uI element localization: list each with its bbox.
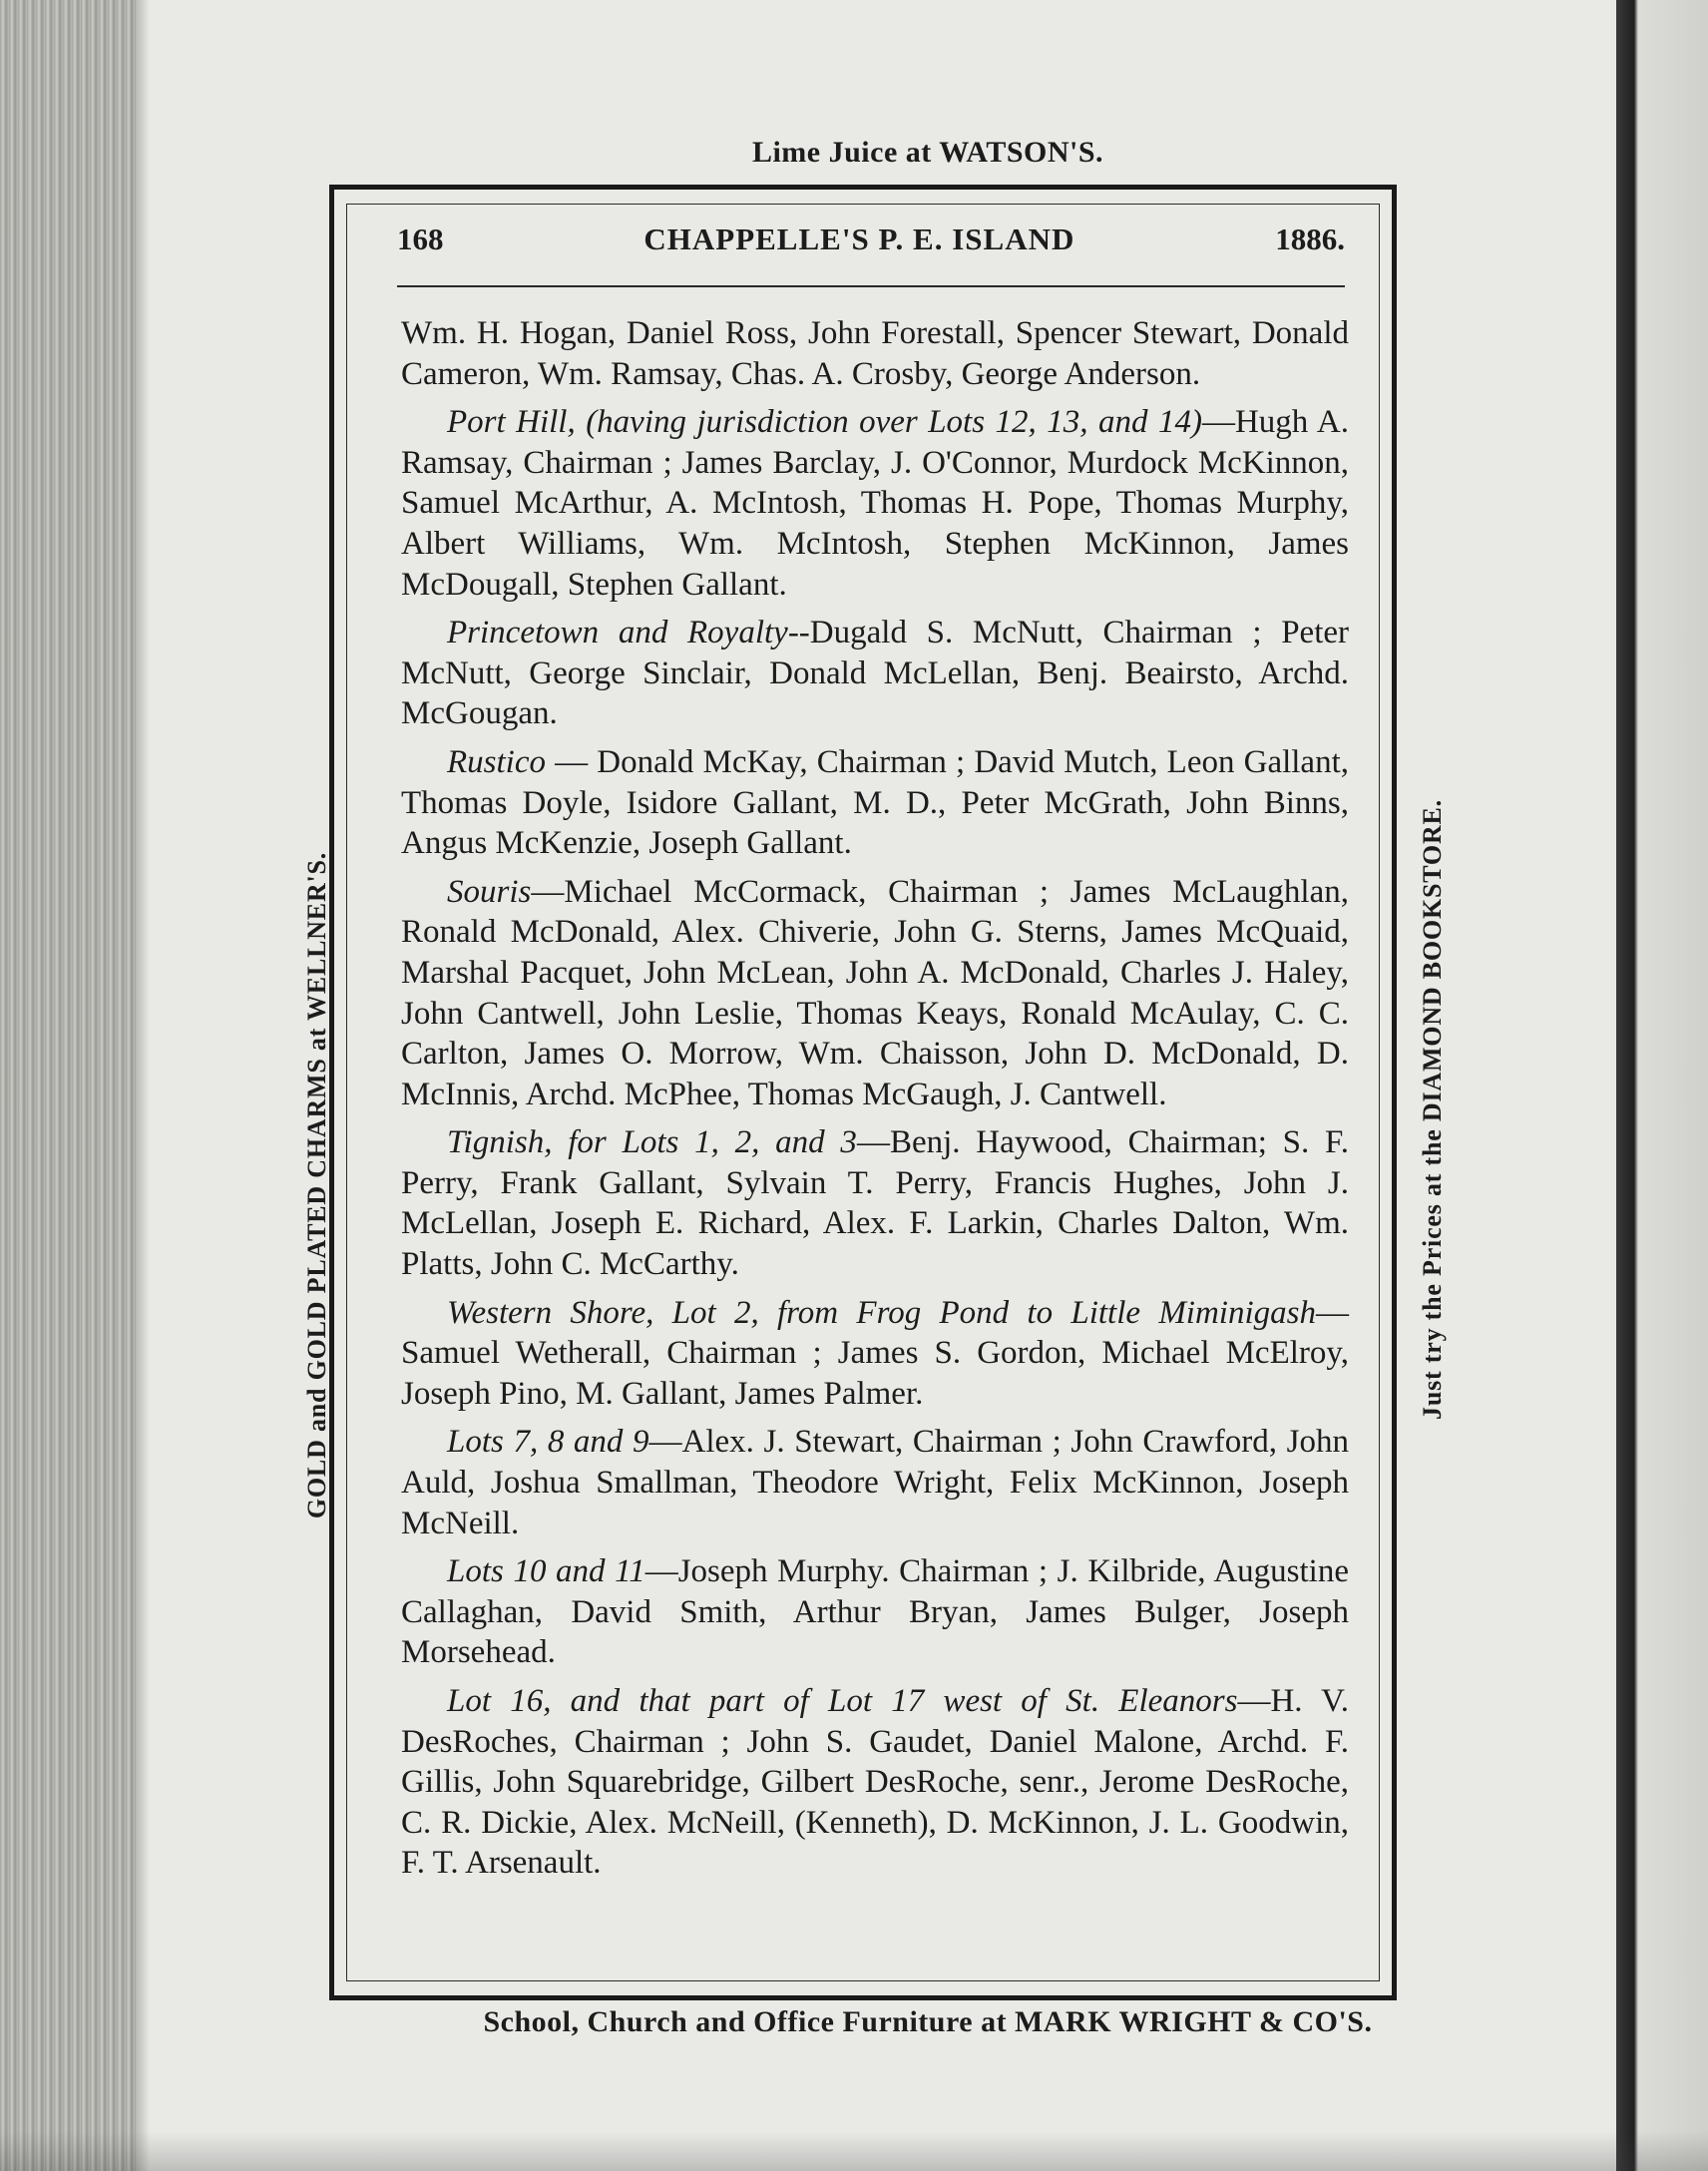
entry-separator: — [1237,1683,1271,1719]
district-name: Souris [447,873,532,910]
entry-separator: — [644,1553,678,1590]
publication-title: CHAPPELLE'S P. E. ISLAND [643,221,1075,256]
page-number: 168 [397,221,444,256]
entry-separator: — [531,873,565,910]
board-members: Samuel Wetherall, Chairman ; James S. Gordon, Michael McElroy, Joseph Pino, M. Gallant, James Palmer. [401,1335,1349,1412]
directory-content [401,313,1349,1892]
entry-separator: — [545,743,598,780]
continued-paragraph: Wm. H. Hogan, Daniel Ross, John Forestall, Spencer Stewart, Donald Cameron, Wm. Ramsay, Chas. A. Crosby, George Anderson. [401,315,1349,392]
district-name: Lot 16, and that part of Lot 17 west of St. Eleanors [447,1683,1238,1719]
board-members: Michael McCormack, Chairman ; James McLaughlan, Ronald McDonald, Alex. Chiverie, John G. Sterns, James McQuaid, Marshal Pacquet, John McLean, John A. McDonald, Charles J. Haley, John Cantwell, John Leslie, Thomas Keays, Ronald McAulay, C. C. Carlton, James O. Morrow, Wm. Chaisson, John D. McDonald, D. McInnis, Archd. McPhee, Thomas McGaugh, J. Cantwell. [401,873,1349,1112]
page-shadow [0,2131,1708,2171]
entry-separator: — [648,1424,682,1461]
district-name: Port Hill, (having jurisdiction over Lots 12, 13, and 14) [447,404,1202,441]
district-entry [401,1681,1349,1884]
entry-separator: — [856,1124,890,1161]
district-name: Lots 10 and 11 [447,1553,645,1590]
district-entry [401,1551,1349,1673]
district-entry [401,1293,1349,1415]
entry-separator: — [1201,404,1235,441]
district-name: Lots 7, 8 and 9 [447,1424,649,1461]
district-name: Tignish, for Lots 1, 2, and 3 [447,1124,857,1161]
advertisement-top: Lime Juice at WATSON'S. [751,136,1104,169]
advertisement-bottom: School, Church and Office Furniture at MARK WRIGHT & CO'S. [483,2005,1373,2038]
district-entry [401,1422,1349,1543]
district-entry [401,613,1349,734]
book-gutter [1616,0,1708,2171]
board-members: Benj. Haywood, Chairman; S. F. Perry, Frank Gallant, Sylvain T. Perry, Francis Hughes, John J. McLellan, Joseph E. Richard, Alex. F. Larkin, Charles Dalton, Wm. Platts, John C. McCarthy. [401,1124,1349,1283]
book-page-edge [0,0,140,2171]
board-members: H. V. DesRoches, Chairman ; John S. Gaudet, Daniel Malone, Archd. F. Gillis, John Squarebridge, Gilbert DesRoche, senr., Jerome DesRoche, C. R. Dickie, Alex. McNeill, (Kenneth), D. McKinnon, J. L. Goodwin, F. T. Arsenault. [401,1683,1349,1882]
board-members: Joseph Murphy. Chairman ; J. Kilbride, Augustine Callaghan, David Smith, Arthur Bryan, James Bulger, Joseph Morsehead. [401,1553,1349,1671]
district-entry [401,872,1349,1115]
header-rule [397,285,1345,287]
district-entry [401,1122,1349,1284]
entry-separator: -- [787,615,810,651]
publication-year: 1886. [1275,221,1345,256]
district-name: Western Shore, Lot 2, from Frog Pond to Little Miminigash [447,1294,1316,1331]
board-members: Donald McKay, Chairman ; David Mutch, Leon Gallant, Thomas Doyle, Isidore Gallant, M. D., Peter McGrath, John Binns, Angus McKenzie, Joseph Gallant. [401,743,1349,862]
district-entry [401,742,1349,864]
district-name: Princetown and Royalty [447,615,788,651]
district-entry [401,402,1349,605]
running-header [397,221,1345,261]
advertisement-left-vertical: GOLD and GOLD PLATED CHARMS at WELLNER'S. [302,851,331,1520]
board-members: Dugald S. McNutt, Chairman ; Peter McNutt, George Sinclair, Donald McLellan, Benj. Beairsto, Archd. McGougan. [401,615,1349,732]
advertisement-right-vertical: Just try the Prices at the DIAMOND BOOKSTORE. [1418,799,1447,1420]
board-members: Alex. J. Stewart, Chairman ; John Crawford, John Auld, Joshua Smallman, Theodore Wright, Felix McKinnon, Joseph McNeill. [401,1424,1349,1541]
board-members: Hugh A. Ramsay, Chairman ; James Barclay, J. O'Connor, Murdock McKinnon, Samuel McArthur, A. McIntosh, Thomas H. Pope, Thomas Murphy, Albert Williams, Wm. McIntosh, Stephen McKinnon, James McDougall, Stephen Gallant. [401,404,1349,603]
entry-separator: — [1316,1294,1349,1331]
district-name: Rustico [447,743,546,780]
